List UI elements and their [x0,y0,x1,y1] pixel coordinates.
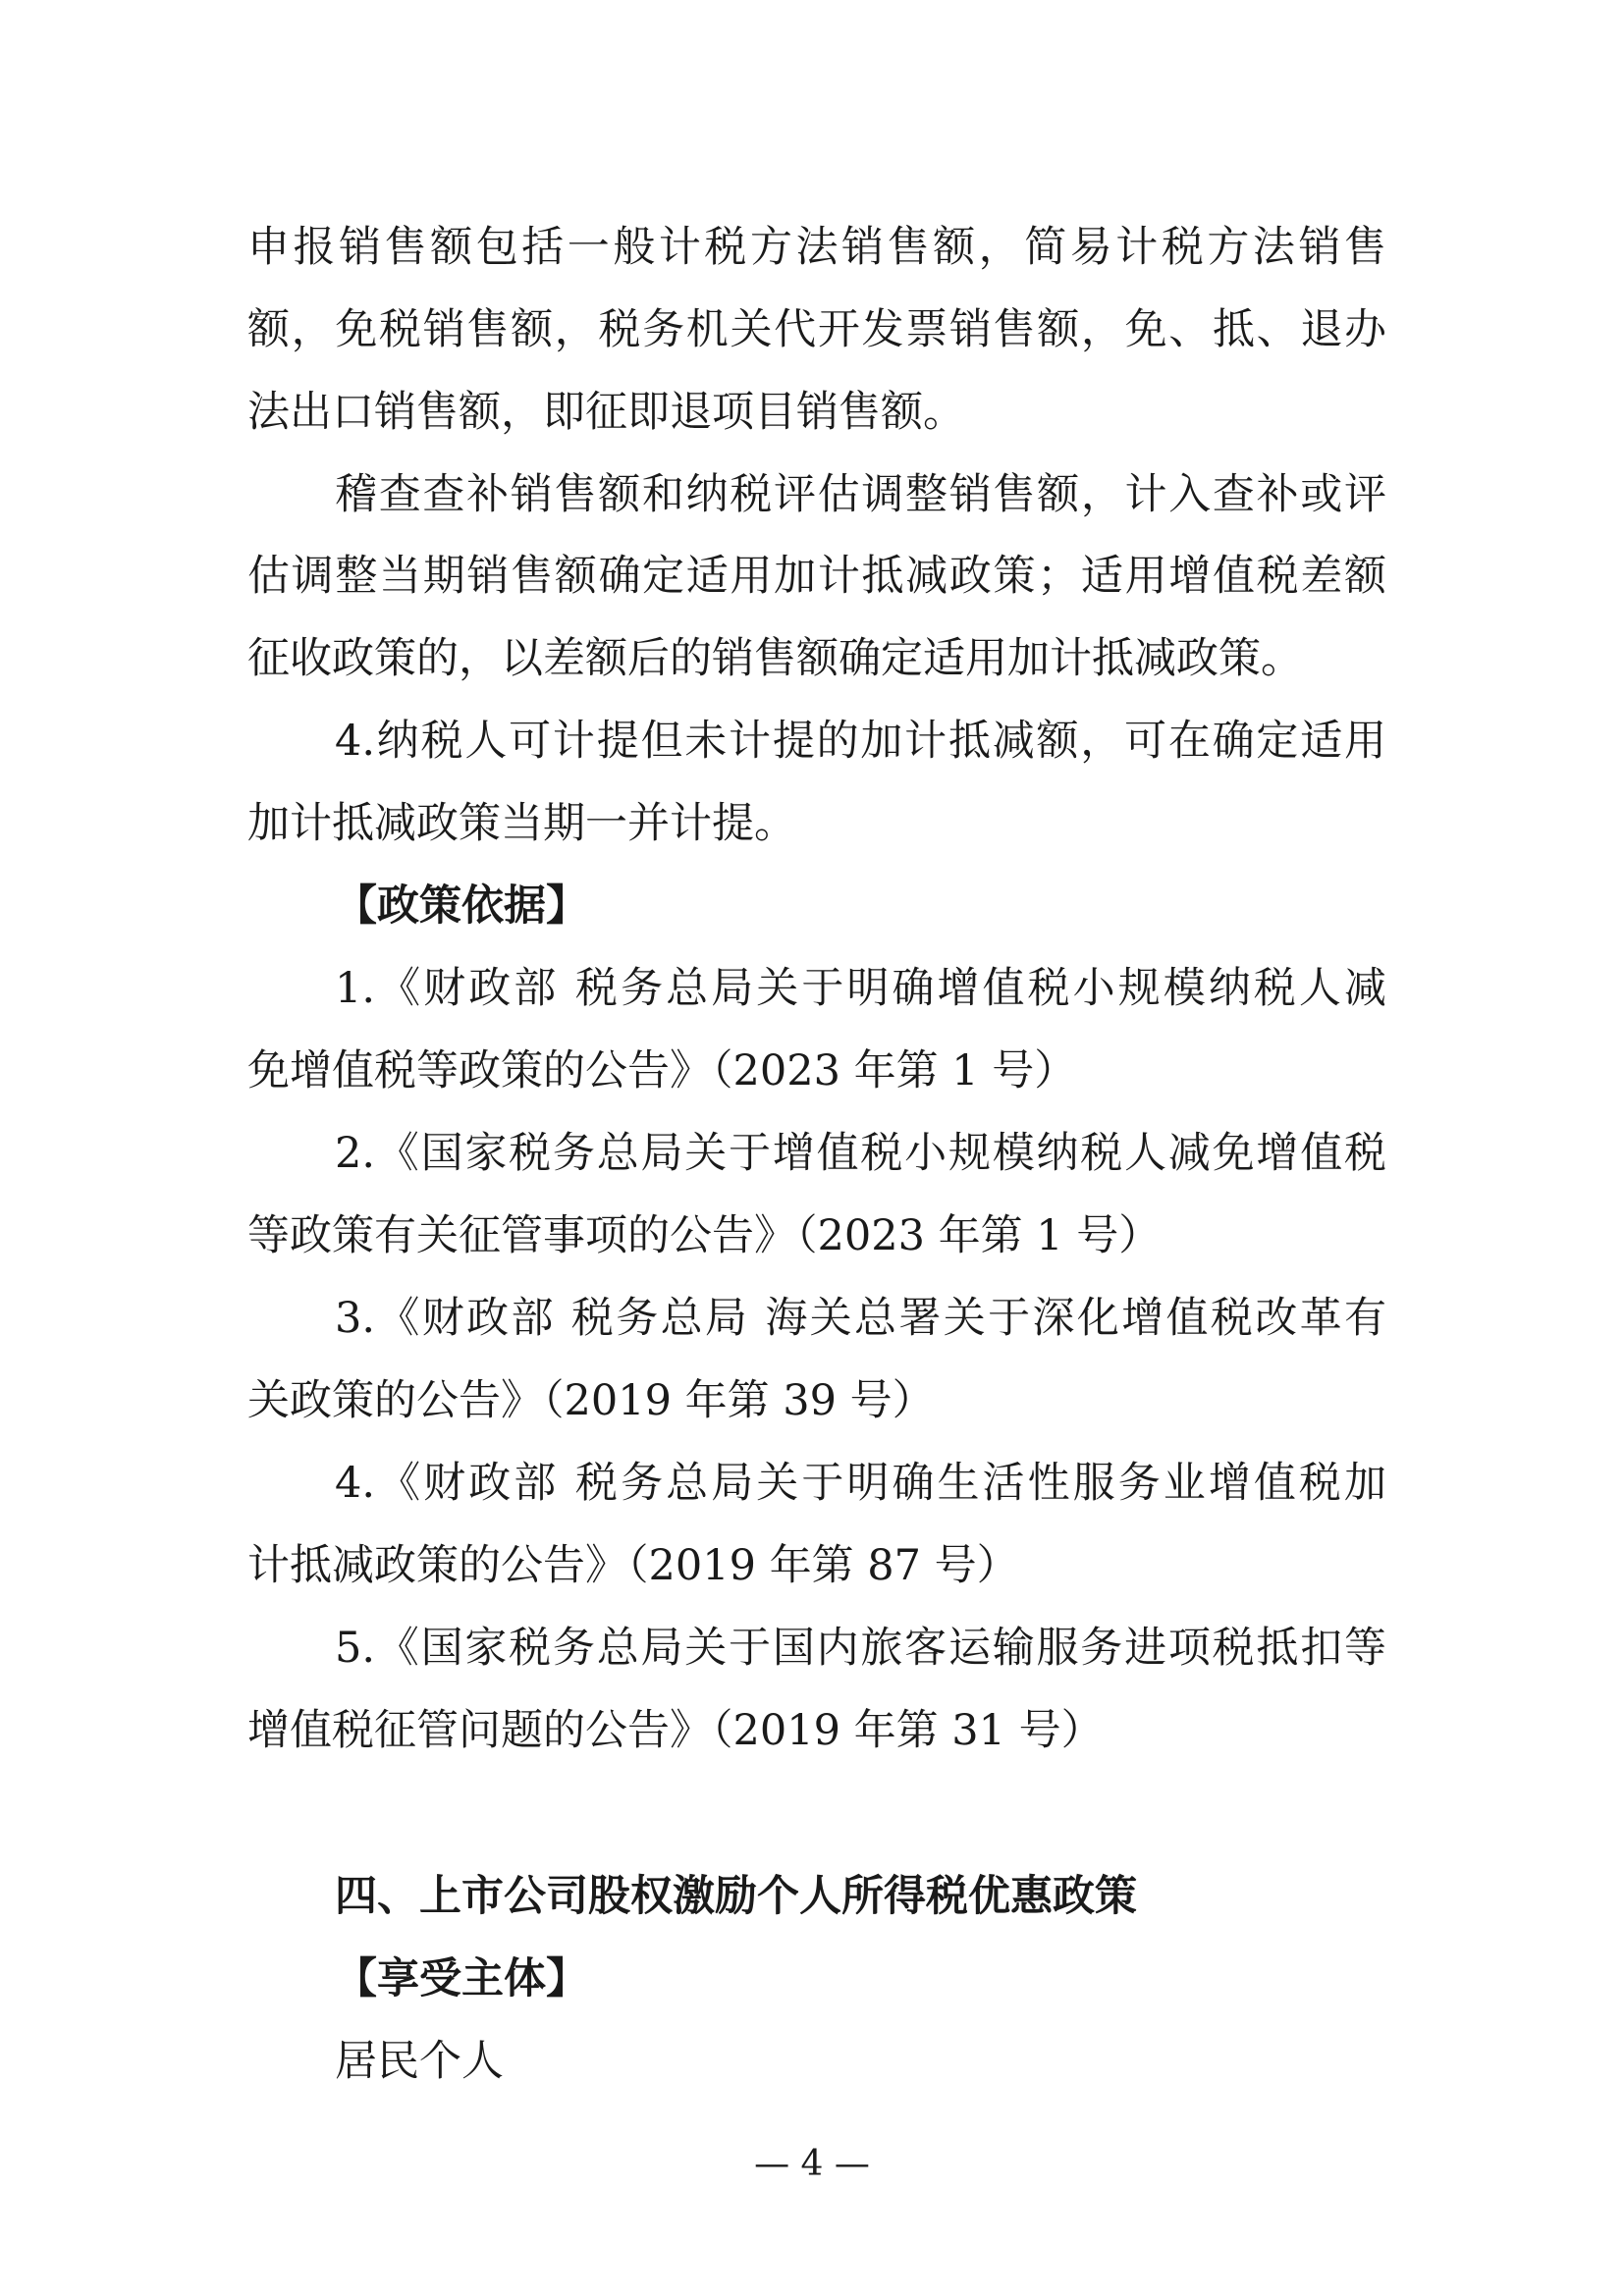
list-item-line: 增值税征管问题的公告》（2019 年第 31 号） [247,1706,1104,1755]
paragraph-line: 额，免税销售额，税务机关代开发票销售额，免、抵、退办 [247,305,1386,354]
paragraph-line: 估调整当期销售额确定适用加计抵减政策；适用增值税差额 [247,552,1386,601]
paragraph-line: 4.纳税人可计提但未计提的加计抵减额，可在确定适用 [335,717,1386,766]
paragraph-line: 居民个人 [335,2037,504,2086]
list-item-line: 5.《国家税务总局关于国内旅客运输服务进项税抵扣等 [335,1624,1386,1673]
list-item-line: 4.《财政部 税务总局关于明确生活性服务业增值税加 [335,1459,1386,1508]
paragraph-line: 法出口销售额，即征即退项目销售额。 [247,388,965,437]
paragraph-line: 申报销售额包括一般计税方法销售额，简易计税方法销售 [247,223,1386,272]
list-item-line: 关政策的公告》（2019 年第 39 号） [247,1376,935,1425]
list-item-line: 2.《国家税务总局关于增值税小规模纳税人减免增值税 [335,1129,1386,1178]
section-heading-eligible-subject: 【享受主体】 [335,1954,588,2003]
list-item-line: 免增值税等政策的公告》（2023 年第 1 号） [247,1046,1077,1095]
paragraph-line: 加计抵减政策当期一并计提。 [247,799,796,848]
list-item-line: 等政策有关征管事项的公告》（2023 年第 1 号） [247,1211,1162,1260]
list-item-line: 计抵减政策的公告》（2019 年第 87 号） [247,1541,1019,1590]
list-item-line: 1.《财政部 税务总局关于明确增值税小规模纳税人减 [335,964,1386,1013]
section-heading-policy-basis: 【政策依据】 [335,881,588,931]
page-number: — 4 — [754,2144,870,2184]
section-heading-four: 四、上市公司股权激励个人所得税优惠政策 [335,1872,1137,1921]
list-item-line: 3.《财政部 税务总局 海关总署关于深化增值税改革有 [335,1294,1386,1343]
paragraph-line: 征收政策的，以差额后的销售额确定适用加计抵减政策。 [247,634,1303,683]
paragraph-line: 稽查查补销售额和纳税评估调整销售额，计入查补或评 [335,470,1386,519]
